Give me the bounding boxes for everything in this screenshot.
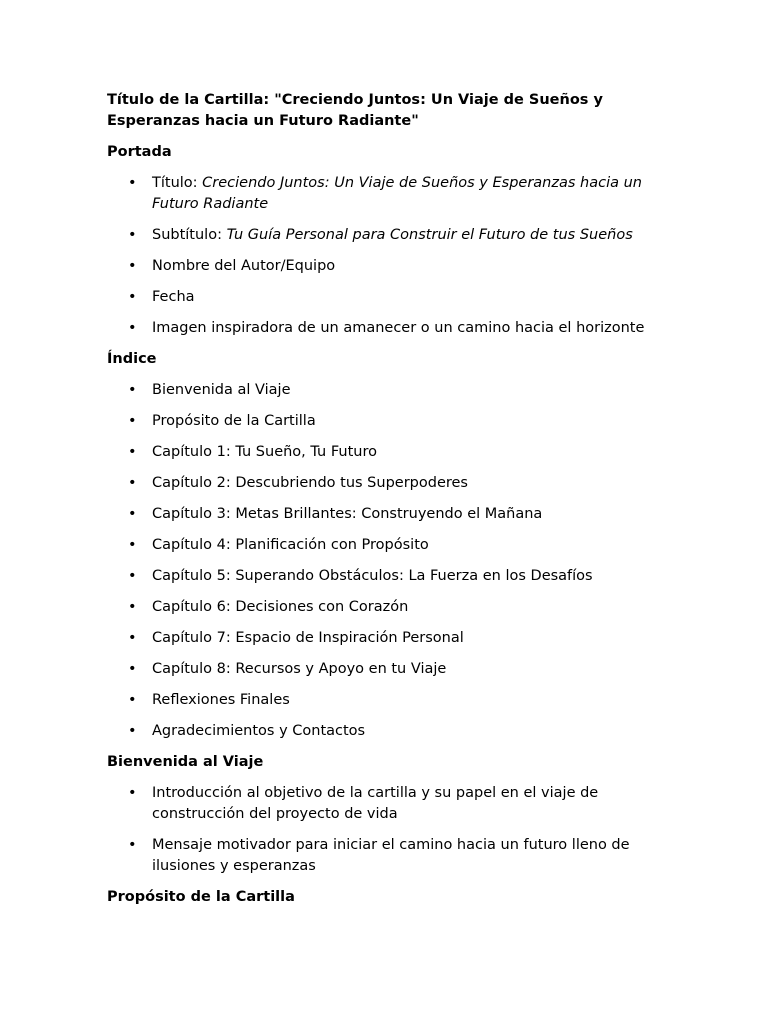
indice-list [107,380,662,742]
list-item: • Capítulo 6: Decisiones con Corazón [107,597,662,618]
list-item: • Reflexiones Finales [107,690,662,711]
list-item: • Agradecimientos y Contactos [107,721,662,742]
list-item: • Capítulo 4: Planificación con Propósito [107,535,662,556]
item-value: Creciendo Juntos: Un Viaje de Sueños y Esperanzas hacia un Futuro Radiante [152,175,642,212]
list-item [107,173,662,215]
list-item: • Nombre del Autor/Equipo [107,256,662,277]
list-item: • Capítulo 3: Metas Brillantes: Construyendo el Mañana [107,504,662,525]
document-title: Título de la Cartilla: "Creciendo Juntos: Un Viaje de Sueños y Esperanzas hacia un Futuro Radiante" [107,92,603,129]
list-item: • Bienvenida al Viaje [107,380,662,401]
portada-list [107,173,662,339]
list-item: • Imagen inspiradora de un amanecer o un camino hacia el horizonte [107,318,662,339]
list-item: • Fecha [107,287,662,308]
bienvenida-list [107,783,662,877]
list-item [107,225,662,246]
list-item: • Capítulo 1: Tu Sueño, Tu Futuro [107,442,662,463]
list-item: • Capítulo 2: Descubriendo tus Superpoderes [107,473,662,494]
list-item: • Capítulo 5: Superando Obstáculos: La Fuerza en los Desafíos [107,566,662,587]
list-item: • Propósito de la Cartilla [107,411,662,432]
list-item: • Mensaje motivador para iniciar el camino hacia un futuro lleno de ilusiones y esperanzas [107,835,662,877]
section-heading-proposito: Propósito de la Cartilla [107,889,295,905]
section-heading-portada: Portada [107,144,172,160]
document-page [107,90,662,918]
item-label: Subtítulo: [152,227,227,243]
list-item: • Introducción al objetivo de la cartilla y su papel en el viaje de construcción del proyecto de vida [107,783,662,825]
list-item: • Capítulo 7: Espacio de Inspiración Personal [107,628,662,649]
list-item: • Capítulo 8: Recursos y Apoyo en tu Viaje [107,659,662,680]
item-value: Tu Guía Personal para Construir el Futuro de tus Sueños [226,227,633,243]
section-heading-indice: Índice [107,351,157,367]
item-label: Título: [152,175,203,191]
section-heading-bienvenida: Bienvenida al Viaje [107,754,264,770]
